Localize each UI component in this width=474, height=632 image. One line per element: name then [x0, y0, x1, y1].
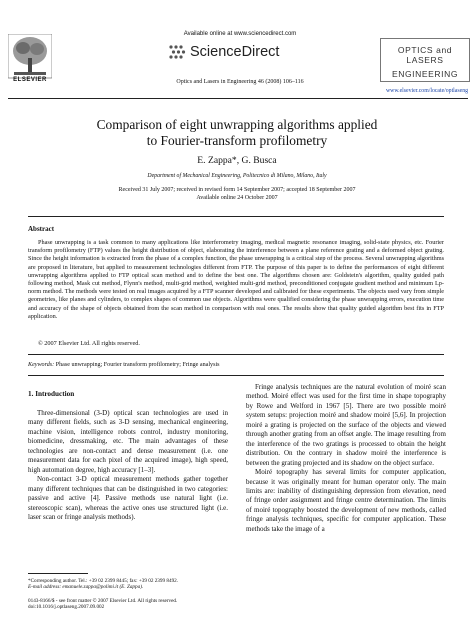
sciencedirect-logo — [168, 42, 308, 64]
journal-logo-line1: OPTICS and LASERS — [397, 45, 453, 65]
article-history — [40, 187, 434, 202]
intro-paragraph-1: Three-dimensional (3-D) optical scan technologies are used in many different fields, such as 3-D sensing, mechanical engineering, machine vision, intelligence robots control, industry monitoring, biomedicine, dressmaking, etc. The main advantages of these technologies are non-contact and dense measurement (i.e. one measurement data for each pixel of the acquired image), high speed, high automation degree, high accuracy [1–3]. — [28, 409, 228, 474]
journal-citation: Optics and Lasers in Engineering 46 (2008) 106–116 — [176, 79, 304, 85]
abstract-copyright: © 2007 Elsevier Ltd. All rights reserved. — [38, 340, 140, 347]
sciencedirect-brand: ScienceDirect — [190, 44, 280, 60]
right-paragraph-1: Fringe analysis techniques are the natural evolution of moiré scan method. Moiré effect was used for the first time in shape topography by Rowe and Welford in 1967 [5]. There are two possible moiré system setups: projection moiré and shadow moiré [5,6]. In projection moiré a grating is projected on the surface of the objects and viewed through another grating from an offset angle. The image resulting from the interference of the two gratings is processed to obtain the height distribution. On the contrary in shadow moiré the interference is between the grating projected and its shadow on the object surface. — [246, 383, 446, 467]
footnote-corresponding: *Corresponding author. Tel.: +39 02 2399 8445; fax: +39 02 2399 8492. — [28, 578, 179, 584]
right-column — [246, 383, 446, 534]
front-matter-line: 0143-8166/$ - see front matter © 2007 Elsevier Ltd. All rights reserved. — [28, 598, 178, 604]
footnote-email: E-mail address: emanuele.zappa@polimi.it (E. Zappa). — [28, 584, 144, 591]
abstract-heading: Abstract — [28, 225, 55, 233]
abstract-top-rule — [28, 216, 444, 217]
footnote — [28, 578, 238, 591]
title-line-1: Comparison of eight unwrapping algorithms applied — [96, 117, 378, 132]
history-received: Received 31 July 2007; received in revised form 14 September 2007; accepted 18 September 2007 — [118, 187, 356, 193]
article-title — [40, 117, 434, 149]
history-online: Available online 24 October 2007 — [196, 194, 278, 201]
intro-paragraph-2: Non-contact 3-D optical measurement methods gather together many different techniques that can be distinguished in two categories: passive and active [4]. Passive methods use natural light (i.e. stereoscopic scan), whereas the active ones use structured light (i.e. laser scan or fringe analysis methods). — [28, 475, 228, 521]
authors: E. Zappa*, G. Busca — [197, 155, 277, 166]
elsevier-logo — [8, 34, 52, 84]
keywords-bottom-rule — [28, 375, 444, 376]
doi-line: doi:10.1016/j.optlaseng.2007.09.002 — [28, 604, 105, 611]
right-paragraph-2: Moiré topography has several limits for computer application, because it was originally meant for human operator only. The main limits are: inability of distinguishing depression from elevation, need of fringe order assignment and fringe centre determination. The limits of moiré topography boosted the development of new methods, called fringe analysis techniques, specific for computer application. These methods take the image of a — [246, 468, 446, 533]
left-column — [28, 409, 228, 522]
keywords-text: Phase unwrapping; Fourier transform profilometry; Fringe analysis — [55, 362, 220, 368]
available-online: Available online at www.sciencedirect.com — [183, 31, 297, 37]
sciencedirect-dots-icon — [168, 44, 186, 62]
title-line-2: to Fourier-transform profilometry — [146, 133, 328, 148]
header-rule — [8, 98, 468, 99]
intro-heading: 1. Introduction — [28, 390, 75, 398]
affiliation: Department of Mechanical Engineering, Politecnico di Milano, Milano, Italy — [147, 173, 327, 179]
journal-logo — [380, 38, 470, 82]
front-matter-footer — [28, 598, 288, 611]
abstract-bottom-rule — [28, 354, 444, 355]
publisher-logo-text: ELSEVIER — [13, 77, 47, 83]
journal-url[interactable]: www.elsevier.com/locate/optlaseng — [385, 88, 468, 94]
keywords-label: Keywords: — [28, 362, 55, 368]
abstract-text: Phase unwrapping is a task common to many applications like interferometry imaging, medical magnetic resonance imaging, solid-state physics, etc. Fourier transform profilometry (FTP) values the height distribution of object, elaborating the interference between a plane reference grating and a deformed object grating. Since the height information is extracted from the phase of a complex function, the phase unwrapping is a critical step of the process. Several unwrapping algorithms are proposed in literature, but applied to measurement technologies different from FTP. The purpose of this paper is to define the performances of eight different unwrapping algorithms applied to FTP optical scan method and to define the best one. The algorithms chosen are: Goldstein's algorithm, quality guided path following method, Mask cut method, Flynn's method, multi-grid method, weighted multi-grid method, preconditioned conjugate gradient method and minimum Lp-norm method. The methods were tested on real images acquired by a FTP scanner developed and calibrated for these experiments. The objects used vary from simple geometries, like planes and cylinders, to complex shapes of common use objects. Algorithms were qualified considering the phase unwrapping errors, execution time and accuracy of the shape of objects obtained from the scan method in comparison with real ones. The results show that quality guided algorithm best fits in FTP application. — [28, 239, 444, 320]
journal-logo-line2: ENGINEERING — [391, 69, 459, 79]
keywords — [28, 362, 220, 368]
footnote-rule — [28, 573, 88, 574]
